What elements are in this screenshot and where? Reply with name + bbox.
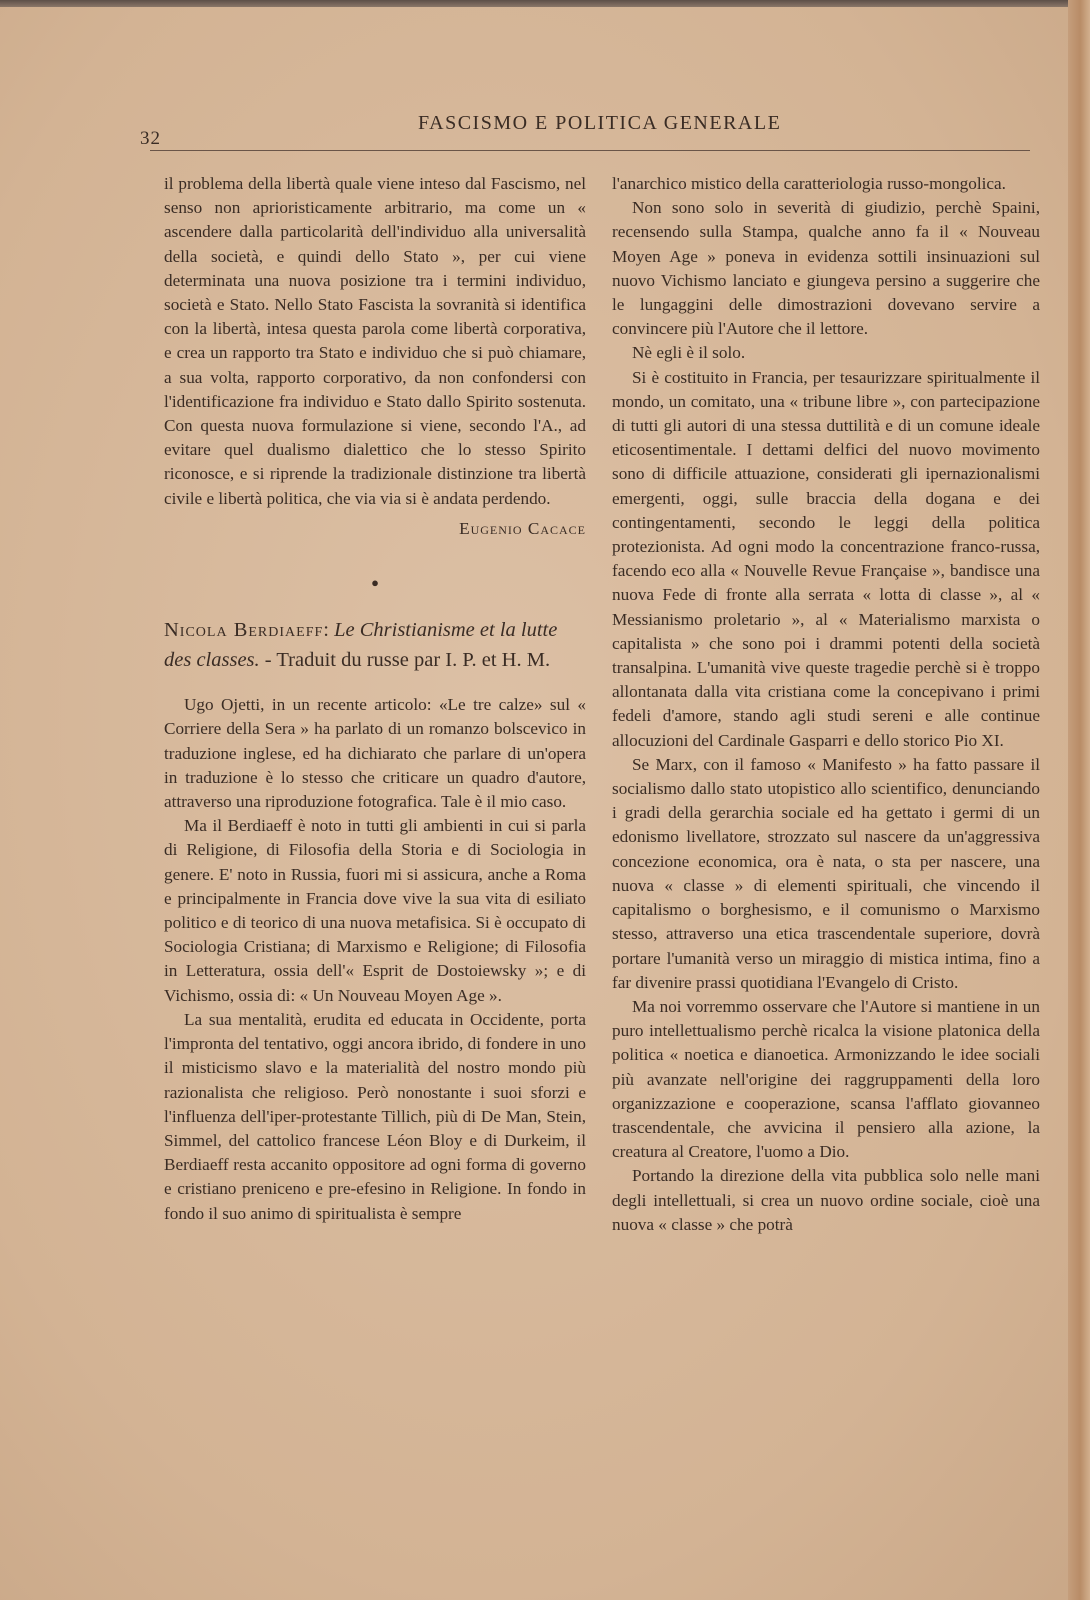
left-column: [164, 172, 586, 1226]
paragraph: Ma il Berdiaeff è noto in tutti gli ambienti in cui si parla di Religione, di Filosofia della Storia e di Sociologia in genere. E' noto in Russia, fuori mi si assicura, anche a Roma e principalmente in Francia dove vive la sua vita di esiliato politico e di teorico di una nuova metafisica. Si è occupato di Sociologia Cristiana; di Marxismo e Religione; di Filosofia in Letteratura, ossia dell'« Esprit de Dostoiewsky »; e di Vichismo, ossia di: « Un Nouveau Moyen Age ».: [164, 816, 586, 1005]
review-heading: Nicola Berdiaeff: Le Christianisme et la lutte des classes. - Traduit du russe par I. P. et H. M.: [164, 619, 558, 672]
paragraph: Nè egli è il solo.: [632, 343, 746, 363]
page-number: 32: [140, 128, 161, 149]
running-title: FASCISMO E POLITICA GENERALE: [418, 112, 782, 134]
paragraph: l'anarchico mistico della caratteriologia russo-mongolica.: [612, 174, 1006, 193]
scan-top-edge: [0, 0, 1090, 7]
paragraph: Se Marx, con il famoso « Manifesto » ha fatto passare il socialismo dallo stato utopistico allo scientifico, denunciando i gradi della gerarchia sociale ed ha gettato i germi di un edonismo livellatore, strozzato sul nascere da un'aggressiva concezione economica, ora è nata, o sta per nascere, una nuova « classe » di elementi spirituali, che vincendo il capitalismo o borghesismo, e il comunismo o Marxismo stesso, attraverso una etica trascendentale superiore, dovrà portare l'umanità verso un miraggio di mistica intima, fino a far divenire prassi quotidiana l'Evangelo di Cristo.: [612, 754, 1040, 992]
review-author: Nicola Berdiaeff: [164, 619, 324, 642]
review-title: Le Christianisme et la lutte des classes.: [164, 619, 558, 672]
page-header: [140, 108, 1036, 148]
section-separator: ●: [371, 575, 379, 591]
right-column: [612, 172, 1040, 1237]
paragraph: Ma noi vorremmo osservare che l'Autore si mantiene in un puro intellettualismo perchè ricalca la visione platonica della politica « noetica e dianoetica. Armonizzando le idee sociali più avanzate nell'origine dei raggruppamenti della loro organizzazione e cooperazione, scansa l'afflato giovanneo trascendentale, che avvicina il pensiero alla azione, la creatura al Creatore, l'uomo a Dio.: [612, 996, 1040, 1162]
opening-paragraph: il problema della libertà quale viene inteso dal Fascismo, nel senso non aprioristicamente arbitrario, ma come un « ascendere dalla particolarità dell'individuo alla universalità della società, e quindi dello Stato », per cui viene determinata una nuova posizione tra i termini individuo, società e Stato. Nello Stato Fascista la sovranità si identifica con la libertà, intesa questa parola come libertà corporativa, e crea un rapporto tra Stato e individuo che si può chiamare, a sua volta, rapporto corporativo, da non confondersi con l'identificazione fra individuo e Stato dallo Spirito sostenuta. Con questa nuova formulazione si viene, secondo l'A., ad evitare quel dualismo dialettico che lo stesso Spirito riconosce, e si riprende la tradizionale distinzione tra libertà civile e libertà politica, che via via si è andata perdendo.: [164, 174, 586, 508]
page-binding-edge: [1068, 0, 1090, 1600]
paragraph: Ugo Ojetti, in un recente articolo: «Le tre calze» sul « Corriere della Sera » ha parlato di un romanzo bolscevico in traduzione inglese, ed ha dichiarato che parlare di un'opera in traduzione è lo stesso che criticare un quadro d'autore, attraverso una riproduzione fotografica. Tale è il mio caso.: [164, 695, 586, 812]
paragraph: Portando la direzione della vita pubblica solo nelle mani degli intellettuali, si crea un nuovo ordine sociale, cioè una nuova « classe » che potrà: [612, 1166, 1040, 1234]
paragraph: Si è costituito in Francia, per tesaurizzare spiritualmente il mondo, un comitato, una « tribune libre », con partecipazione di tutti gli autori di una stessa duttilità e di un comune ideale eticosentimentale. I dettami delfici del nuovo movimento sono di difficile attuazione, considerati gli ipernazionalismi emergenti, oggi, sulle braccia della dogana e dei contingentamenti, secondo le leggi della politica protezionista. Ad ogni modo la concentrazione franco-russa, facendo eco alla « Nouvelle Revue Française », bandisce una nuova Fede di fronte alla serrata « lotta di classe », al « Messianismo proletario », al « Materialismo marxista o capitalista » che sono poi i drammi potenti della società transalpina. L'umanità vive queste tragedie perchè si è troppo allontanata dalla vita cristiana come la concepivano i primi fedeli d'amore, stando agli studi sereni e alle continue allocuzioni del Cardinale Gasparri e dello storico Pio XI.: [612, 367, 1040, 750]
signature: Eugenio Cacace: [459, 518, 586, 538]
paragraph: Non sono solo in severità di giudizio, perchè Spaini, recensendo sulla Stampa, qualche anno fa il « Nouveau Moyen Age » poneva in evidenza sottili insinuazioni sul nuovo Vichismo lanciato e giungeva persino a suggerire che le lungaggini delle dimostrazioni dovevano servire a convincere più l'Autore che il lettore.: [612, 198, 1040, 339]
header-rule: [150, 150, 1030, 151]
paragraph: La sua mentalità, erudita ed educata in Occidente, porta l'impronta del tentativo, oggi ancora ibrido, di fondere in uno il misticismo slavo e la materialità del nostro mondo più razionalista che religioso. Però nonostante i suoi sforzi e l'influenza dell'iper-protestante Tillich, più di De Man, Stein, Simmel, del cattolico francese Léon Bloy e di Durkeim, il Berdiaeff resta accanito oppositore ad ogni forma di governo e cristiano preniceno e pre-efesino in Religione. In fondo in fondo il suo animo di spiritualista è sempre: [164, 1009, 586, 1223]
review-translation: - Traduit du russe par I. P. et H. M.: [259, 649, 551, 672]
